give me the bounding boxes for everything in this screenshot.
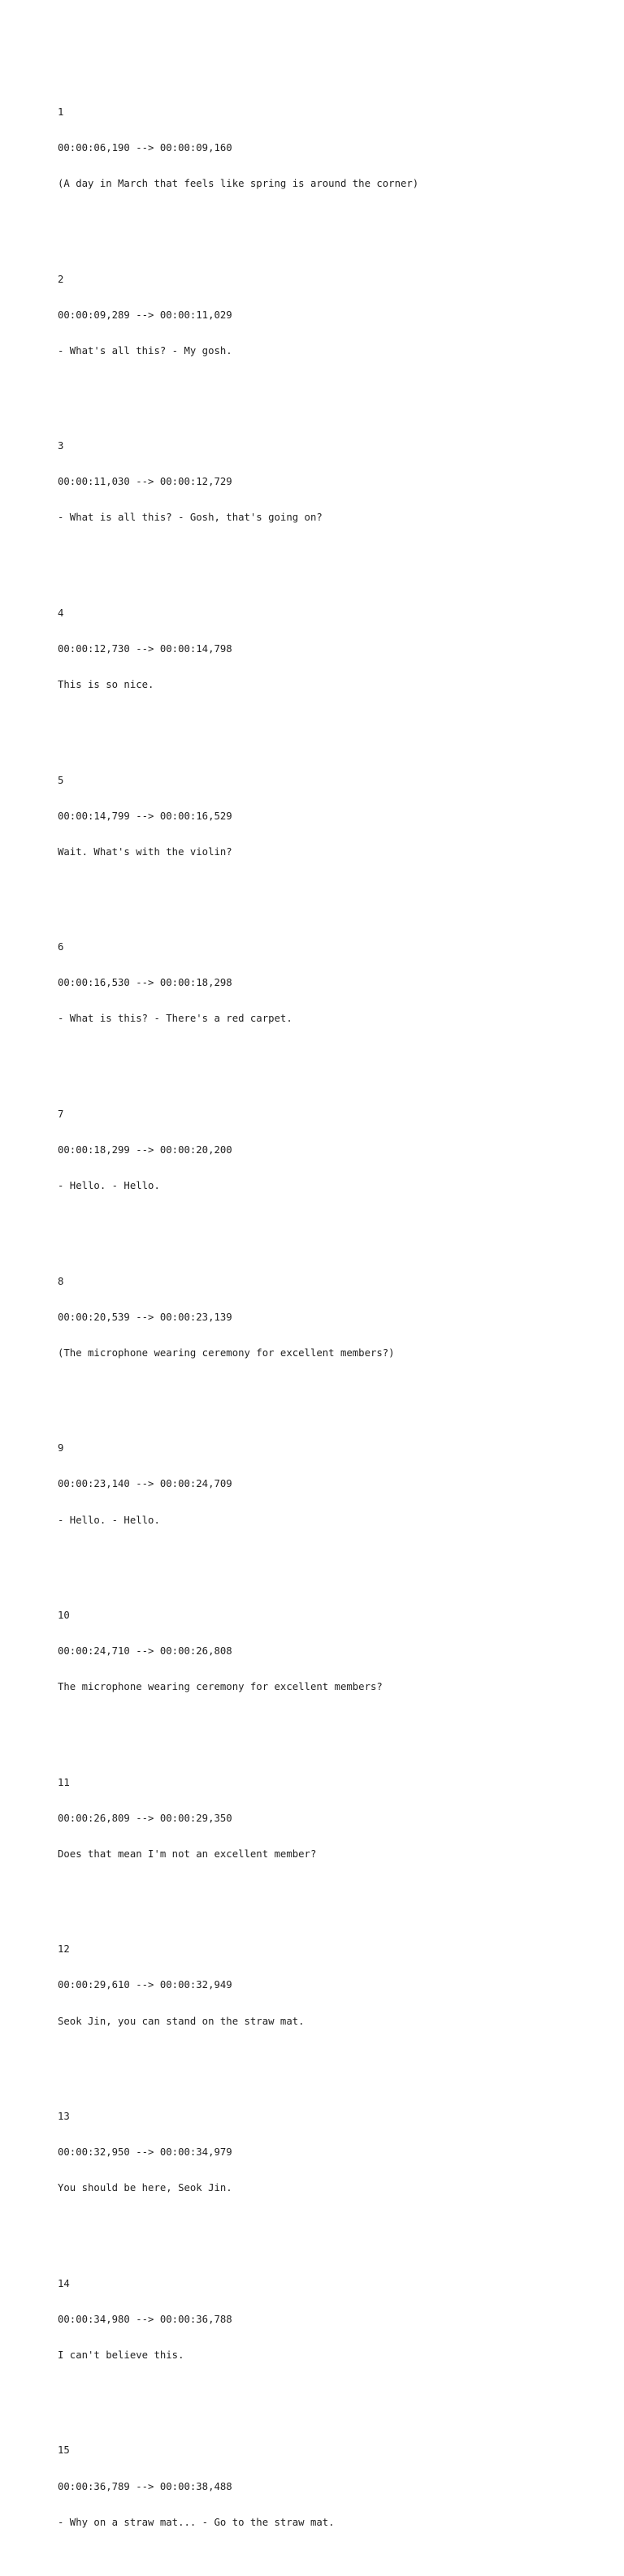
cue-timing: 00:00:06,190 --> 00:00:09,160	[58, 141, 232, 153]
cue-index: 2	[58, 273, 64, 285]
cue-index: 6	[58, 941, 64, 953]
subtitle-cue	[58, 1251, 610, 1383]
cue-index: 7	[58, 1108, 64, 1120]
cue-index: 5	[58, 774, 64, 786]
cue-text: - Why on a straw mat... - Go to the straw mat.	[58, 2516, 335, 2528]
cue-index: 1	[58, 106, 64, 118]
cue-text: Seok Jin, you can stand on the straw mat.	[58, 2015, 305, 2027]
cue-timing: 00:00:16,530 --> 00:00:18,298	[58, 977, 232, 989]
cue-index: 3	[58, 440, 64, 452]
cue-text: - Hello. - Hello.	[58, 1514, 160, 1526]
subtitle-cue	[58, 82, 610, 214]
cue-text: This is so nice.	[58, 679, 154, 691]
cue-text: I can't believe this.	[58, 2349, 184, 2361]
cue-text: - Hello. - Hello.	[58, 1180, 160, 1192]
cue-text: (The microphone wearing ceremony for excellent members?)	[58, 1346, 395, 1359]
subtitle-cue	[58, 2421, 610, 2552]
cue-timing: 00:00:20,539 --> 00:00:23,139	[58, 1311, 232, 1323]
subtitle-cue	[58, 417, 610, 548]
cue-text: - What is this? - There's a red carpet.	[58, 1013, 292, 1025]
cue-timing: 00:00:12,730 --> 00:00:14,798	[58, 642, 232, 655]
cue-timing: 00:00:24,710 --> 00:00:26,808	[58, 1645, 232, 1658]
cue-text: - What's all this? - My gosh.	[58, 344, 232, 357]
cue-text: Wait. What's with the violin?	[58, 845, 232, 858]
subtitle-cue	[58, 1085, 610, 1217]
cue-timing: 00:00:11,030 --> 00:00:12,729	[58, 476, 232, 488]
cue-index: 8	[58, 1275, 64, 1287]
cue-index: 12	[58, 1943, 70, 1956]
cue-timing: 00:00:36,789 --> 00:00:38,488	[58, 2480, 232, 2492]
cue-text: - What is all this? - Gosh, that's going on?	[58, 512, 323, 524]
cue-text: Does that mean I'm not an excellent member?	[58, 1848, 317, 1860]
subtitle-cue	[58, 1419, 610, 1550]
cue-timing: 00:00:14,799 --> 00:00:16,529	[58, 810, 232, 822]
subtitle-cue	[58, 1586, 610, 1718]
cue-index: 13	[58, 2111, 70, 2123]
subtitle-cue	[58, 1753, 610, 1884]
cue-index: 10	[58, 1610, 70, 1621]
subtitle-cue	[58, 2087, 610, 2219]
cue-index: 9	[58, 1442, 64, 1454]
cue-timing: 00:00:26,809 --> 00:00:29,350	[58, 1812, 232, 1824]
cue-timing: 00:00:34,980 --> 00:00:36,788	[58, 2313, 232, 2325]
cue-timing: 00:00:23,140 --> 00:00:24,709	[58, 1478, 232, 1490]
cue-timing: 00:00:18,299 --> 00:00:20,200	[58, 1144, 232, 1156]
cue-index: 15	[58, 2444, 70, 2457]
cue-timing: 00:00:32,950 --> 00:00:34,979	[58, 2146, 232, 2159]
cue-text: You should be here, Seok Jin.	[58, 2182, 232, 2194]
cue-text: (A day in March that feels like spring is around the corner)	[58, 178, 419, 189]
cue-index: 4	[58, 607, 64, 619]
cue-timing: 00:00:29,610 --> 00:00:32,949	[58, 1979, 232, 1991]
cue-index: 14	[58, 2277, 70, 2289]
subtitle-cue	[58, 583, 610, 715]
cue-text: The microphone wearing ceremony for excellent members?	[58, 1681, 383, 1693]
subtitle-cue	[58, 2254, 610, 2385]
subtitle-cue	[58, 750, 610, 882]
subtitle-cue	[58, 249, 610, 381]
subtitle-document	[58, 58, 610, 2576]
cue-timing: 00:00:09,289 --> 00:00:11,029	[58, 309, 232, 321]
subtitle-cue	[58, 1920, 610, 2051]
subtitle-cue	[58, 918, 610, 1049]
cue-index: 11	[58, 1776, 70, 1788]
